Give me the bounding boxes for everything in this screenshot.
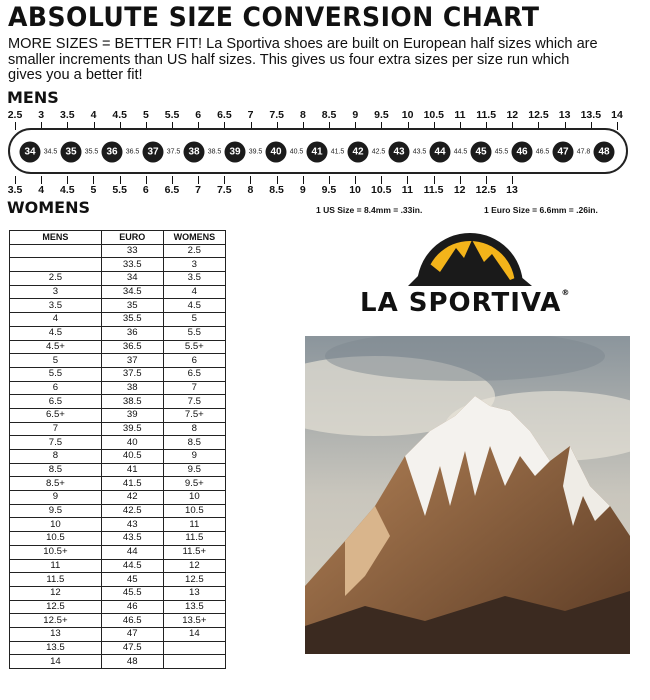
euro-half-size: 37.5 [166, 148, 181, 156]
cell-womens: 4.5 [163, 299, 225, 313]
table-row [10, 491, 226, 505]
cell-mens: 6.5+ [10, 408, 102, 422]
euro-size-circle: 34 [20, 142, 41, 163]
table-row [10, 299, 226, 313]
mens-scale-number: 2.5 [7, 109, 23, 121]
womens-scale-number: 5 [90, 184, 97, 196]
mens-scale-number: 5 [142, 109, 149, 121]
cell-mens [10, 258, 102, 272]
womens-scale-tick [434, 176, 435, 184]
cell-euro: 47 [101, 627, 163, 641]
table-row [10, 313, 226, 327]
mens-scale-number: 13 [558, 109, 571, 121]
euro-size-circle: 39 [225, 142, 246, 163]
cell-euro: 47.5 [101, 641, 163, 655]
cell-womens: 11.5 [163, 532, 225, 546]
cell-euro: 38.5 [101, 395, 163, 409]
womens-scale-tick [381, 176, 382, 184]
womens-scale-number: 12.5 [475, 184, 497, 196]
mens-scale-number: 5.5 [164, 109, 180, 121]
cell-mens: 3.5 [10, 299, 102, 313]
table-row [10, 504, 226, 518]
cell-mens: 11.5 [10, 573, 102, 587]
cell-womens: 6 [163, 354, 225, 368]
womens-scale-tick [303, 176, 304, 184]
mens-scale-number: 14 [611, 109, 623, 121]
womens-scale-number: 12 [453, 184, 466, 196]
cell-mens: 6 [10, 381, 102, 395]
mens-scale-number: 4.5 [112, 109, 127, 121]
womens-scale-tick [67, 176, 68, 184]
mens-scale-number: 7 [247, 109, 254, 121]
table-row [10, 422, 226, 436]
cell-womens: 4 [163, 285, 225, 299]
cell-womens: 2.5 [163, 244, 225, 258]
euro-half-size: 47.8 [576, 148, 591, 156]
cell-mens: 9 [10, 491, 102, 505]
euro-size-circle: 43 [389, 142, 410, 163]
cell-womens: 5 [163, 313, 225, 327]
cell-womens: 7.5+ [163, 408, 225, 422]
womens-scale-tick [224, 176, 225, 184]
cell-womens: 7 [163, 381, 225, 395]
table-row [10, 395, 226, 409]
cell-euro: 34.5 [101, 285, 163, 299]
brand-name [360, 288, 585, 318]
womens-scale-tick [172, 176, 173, 184]
womens-scale-tick [198, 176, 199, 184]
mens-scale-number: 3.5 [60, 109, 75, 121]
cell-euro: 44 [101, 545, 163, 559]
cell-euro: 43 [101, 518, 163, 532]
mens-scale-number: 7.5 [269, 109, 285, 121]
cell-euro: 39 [101, 408, 163, 422]
cell-euro: 39.5 [101, 422, 163, 436]
cell-mens: 4.5+ [10, 340, 102, 354]
mens-scale-number: 8.5 [321, 109, 337, 121]
table-row [10, 244, 226, 258]
mens-scale-number: 12.5 [528, 109, 549, 121]
cell-womens: 12 [163, 559, 225, 573]
cell-euro: 37.5 [101, 367, 163, 381]
cell-euro: 41.5 [101, 477, 163, 491]
womens-scale-tick [146, 176, 147, 184]
euro-half-size: 45.5 [494, 148, 509, 156]
table-row [10, 354, 226, 368]
euro-half-size: 46.5 [535, 148, 550, 156]
euro-size-ratio: 1 Euro Size = 6.6mm = .26in. [484, 205, 598, 215]
womens-scale-number: 10.5 [370, 184, 392, 196]
cell-euro: 38 [101, 381, 163, 395]
mountain-peak-photo [305, 336, 630, 654]
table-row [10, 381, 226, 395]
womens-scale-tick [329, 176, 330, 184]
cell-womens: 9.5 [163, 463, 225, 477]
cell-mens [10, 244, 102, 258]
table-body [10, 244, 226, 668]
table-row [10, 477, 226, 491]
mens-scale-tick [15, 122, 16, 130]
mens-scale-number: 10.5 [423, 109, 444, 121]
euro-size-circle: 36 [102, 142, 123, 163]
womens-scale-number: 9 [299, 184, 306, 196]
table-row [10, 559, 226, 573]
cell-womens: 3 [163, 258, 225, 272]
size-conversion-table [9, 230, 226, 669]
trademark-symbol: ® [561, 288, 571, 297]
womens-scale-number: 4.5 [60, 184, 75, 196]
table-row [10, 285, 226, 299]
mens-scale-number: 9.5 [374, 109, 389, 121]
womens-scale-number: 8 [247, 184, 254, 196]
table-row [10, 614, 226, 628]
cell-mens: 10.5+ [10, 545, 102, 559]
cell-womens: 8.5 [163, 436, 225, 450]
euro-size-circle: 42 [348, 142, 369, 163]
table-row [10, 258, 226, 272]
euro-half-size: 42.5 [371, 148, 386, 156]
euro-half-size: 39.5 [248, 148, 263, 156]
cell-mens: 4 [10, 313, 102, 327]
cell-womens: 5.5+ [163, 340, 225, 354]
intro-line: smaller increments than US half sizes. This gives us four extra sizes per size run which [8, 51, 570, 68]
womens-scale-tick [486, 176, 487, 184]
mens-scale-number: 11.5 [476, 109, 497, 121]
cell-womens: 11.5+ [163, 545, 225, 559]
cell-mens: 8 [10, 450, 102, 464]
womens-scale-tick [250, 176, 251, 184]
cell-euro: 37 [101, 354, 163, 368]
cell-euro: 45 [101, 573, 163, 587]
mens-scale-number: 8 [299, 109, 306, 121]
womens-scale-number: 5.5 [112, 184, 127, 196]
cell-mens: 12.5+ [10, 614, 102, 628]
cell-mens: 8.5 [10, 463, 102, 477]
euro-half-size: 34.5 [43, 148, 58, 156]
euro-size-circle: 40 [266, 142, 287, 163]
brand-wordmark: LA SPORTIVA [360, 288, 562, 318]
cell-womens: 6.5 [163, 367, 225, 381]
euro-half-size: 41.5 [330, 148, 345, 156]
table-row [10, 272, 226, 286]
table-row [10, 600, 226, 614]
euro-size-circle: 41 [307, 142, 328, 163]
table-header-row [10, 231, 226, 245]
womens-scale-number: 13 [506, 184, 518, 196]
mens-scale-number: 6.5 [217, 109, 232, 121]
cell-mens: 12.5 [10, 600, 102, 614]
cell-womens: 10 [163, 491, 225, 505]
womens-label: WOMENS [7, 198, 91, 217]
cell-womens: 12.5 [163, 573, 225, 587]
cell-mens: 13.5 [10, 641, 102, 655]
cell-mens: 6.5 [10, 395, 102, 409]
womens-scale-number: 7.5 [216, 184, 232, 196]
euro-half-size: 36.5 [125, 148, 140, 156]
intro-text [8, 37, 640, 84]
euro-size-circle: 48 [594, 142, 615, 163]
cell-euro: 48 [101, 655, 163, 669]
cell-mens: 3 [10, 285, 102, 299]
cell-euro: 36 [101, 326, 163, 340]
euro-half-size: 40.5 [289, 148, 304, 156]
cell-euro: 44.5 [101, 559, 163, 573]
cell-euro: 35 [101, 299, 163, 313]
cell-euro: 45.5 [101, 586, 163, 600]
page-title: ABSOLUTE SIZE CONVERSION CHART [8, 2, 540, 33]
mens-label: MENS [7, 88, 59, 107]
cell-mens: 9.5 [10, 504, 102, 518]
cell-womens: 9.5+ [163, 477, 225, 491]
table-row [10, 408, 226, 422]
intro-line: MORE SIZES = BETTER FIT! La Sportiva shoes are built on European half sizes which are [8, 36, 598, 52]
mens-scale-number: 10 [401, 109, 414, 121]
euro-size-circle: 46 [512, 142, 533, 163]
cell-womens: 3.5 [163, 272, 225, 286]
euro-size-circle: 44 [430, 142, 451, 163]
mens-scale-number: 11 [454, 109, 466, 121]
cell-womens: 5.5 [163, 326, 225, 340]
cell-mens: 10.5 [10, 532, 102, 546]
header-euro: EURO [101, 231, 163, 245]
mens-scale-tick [617, 122, 618, 130]
euro-half-size: 35.5 [84, 148, 99, 156]
cell-mens: 11 [10, 559, 102, 573]
womens-scale-tick [355, 176, 356, 184]
cell-mens: 10 [10, 518, 102, 532]
table-row [10, 518, 226, 532]
cell-womens: 13.5+ [163, 614, 225, 628]
euro-size-circle: 45 [471, 142, 492, 163]
mens-scale-number: 12 [506, 109, 519, 121]
table-row [10, 545, 226, 559]
womens-scale-number: 7 [195, 184, 202, 196]
table-row [10, 436, 226, 450]
womens-scale-tick [41, 176, 42, 184]
euro-half-size: 44.5 [453, 148, 468, 156]
cell-mens: 14 [10, 655, 102, 669]
table-row [10, 463, 226, 477]
womens-scale-tick [512, 176, 513, 184]
cell-mens: 2.5 [10, 272, 102, 286]
cell-euro: 46 [101, 600, 163, 614]
cell-mens: 5.5 [10, 367, 102, 381]
table-row [10, 573, 226, 587]
table-row [10, 450, 226, 464]
euro-size-circle: 37 [143, 142, 164, 163]
womens-scale-number: 8.5 [269, 184, 284, 196]
table-row [10, 367, 226, 381]
cell-mens: 7.5 [10, 436, 102, 450]
table-row [10, 532, 226, 546]
cell-euro: 34 [101, 272, 163, 286]
cell-womens: 11 [163, 518, 225, 532]
cell-womens: 7.5 [163, 395, 225, 409]
cell-womens: 13.5 [163, 600, 225, 614]
mens-scale-number: 9 [352, 109, 359, 121]
cell-womens [163, 641, 225, 655]
womens-scale-number: 11 [401, 184, 413, 196]
cell-mens: 7 [10, 422, 102, 436]
us-size-ratio: 1 US Size = 8.4mm = .33in. [316, 205, 423, 215]
womens-scale-number: 10 [349, 184, 361, 196]
mens-scale-number: 13.5 [580, 109, 602, 121]
cell-euro: 36.5 [101, 340, 163, 354]
cell-euro: 40.5 [101, 450, 163, 464]
mens-scale-number: 4 [90, 109, 97, 121]
cell-mens: 13 [10, 627, 102, 641]
cell-mens: 8.5+ [10, 477, 102, 491]
cell-euro: 40 [101, 436, 163, 450]
womens-scale-number: 6 [142, 184, 149, 196]
womens-scale-tick [407, 176, 408, 184]
womens-scale-tick [15, 176, 16, 184]
womens-scale-number: 6.5 [164, 184, 180, 196]
cell-euro: 43.5 [101, 532, 163, 546]
womens-scale-number: 11.5 [423, 184, 444, 196]
table-row [10, 655, 226, 669]
header-mens: MENS [10, 231, 102, 245]
euro-half-size: 43.5 [412, 148, 427, 156]
cell-womens: 13 [163, 586, 225, 600]
table-row [10, 627, 226, 641]
table-row [10, 641, 226, 655]
womens-scale-tick [460, 176, 461, 184]
womens-scale-number: 4 [38, 184, 45, 196]
cell-euro: 33 [101, 244, 163, 258]
mens-scale-number: 3 [38, 109, 45, 121]
table-row [10, 586, 226, 600]
cell-euro: 46.5 [101, 614, 163, 628]
cell-euro: 42 [101, 491, 163, 505]
womens-scale-tick [277, 176, 278, 184]
cell-euro: 35.5 [101, 313, 163, 327]
mens-scale-number: 6 [195, 109, 202, 121]
womens-scale-tick [93, 176, 94, 184]
womens-scale-number: 9.5 [321, 184, 337, 196]
cell-euro: 42.5 [101, 504, 163, 518]
cell-womens: 10.5 [163, 504, 225, 518]
euro-size-circle: 38 [184, 142, 205, 163]
euro-size-circle: 47 [553, 142, 574, 163]
euro-size-circle: 35 [61, 142, 82, 163]
cell-euro: 41 [101, 463, 163, 477]
euro-half-size: 38.5 [207, 148, 222, 156]
header-womens: WOMENS [163, 231, 225, 245]
cell-mens: 4.5 [10, 326, 102, 340]
intro-line: gives you a better fit! [8, 67, 143, 83]
cell-womens [163, 655, 225, 669]
cell-mens: 12 [10, 586, 102, 600]
womens-scale-tick [120, 176, 121, 184]
cell-womens: 9 [163, 450, 225, 464]
table-row [10, 340, 226, 354]
table-row [10, 326, 226, 340]
cell-womens: 8 [163, 422, 225, 436]
womens-scale-number: 3.5 [7, 184, 23, 196]
cell-mens: 5 [10, 354, 102, 368]
cell-womens: 14 [163, 627, 225, 641]
cell-euro: 33.5 [101, 258, 163, 272]
